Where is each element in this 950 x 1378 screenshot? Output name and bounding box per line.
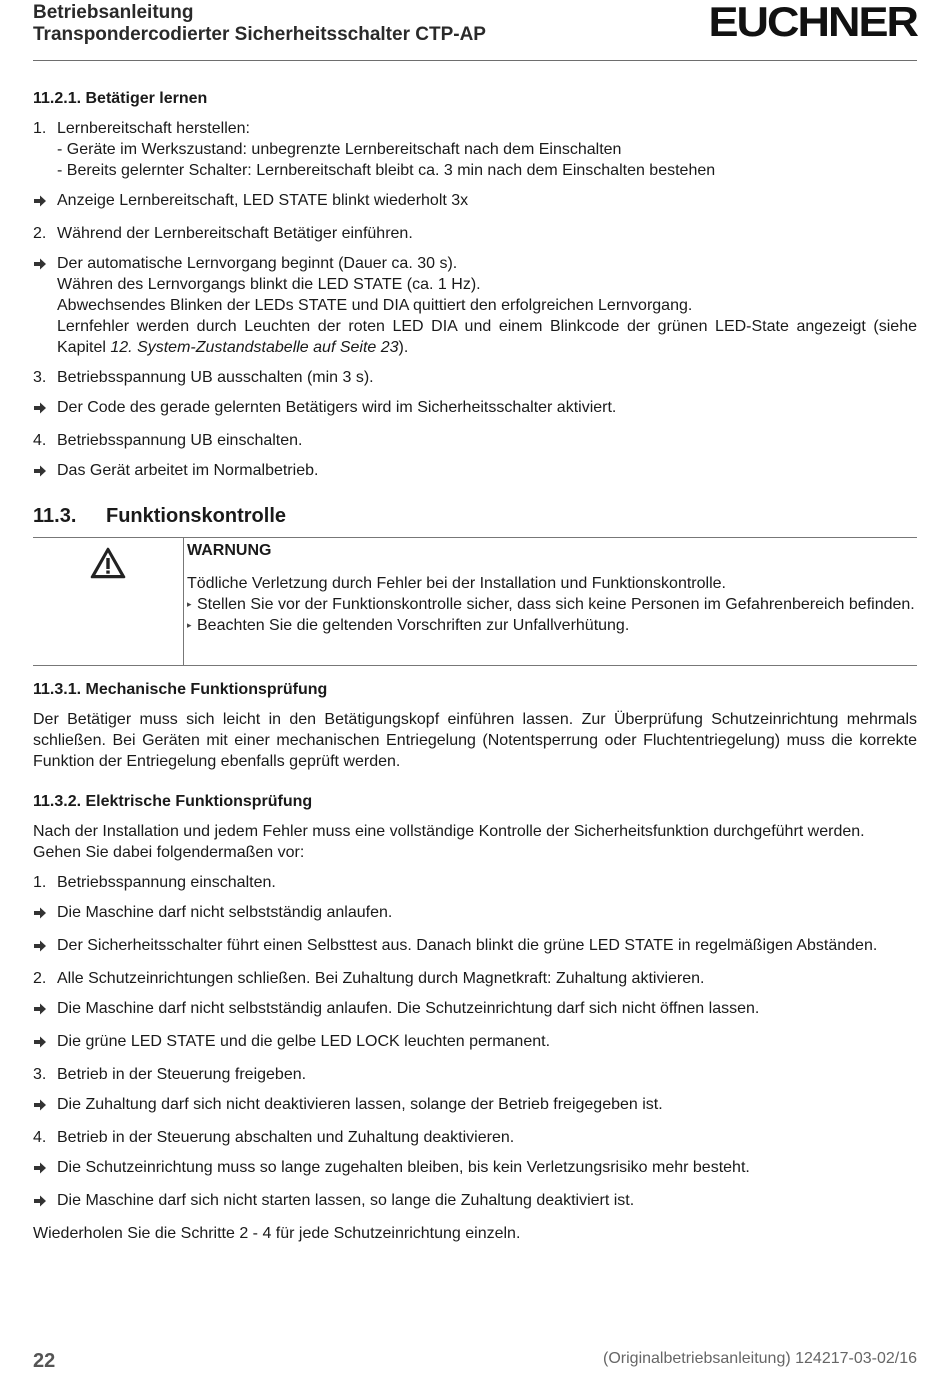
warning-bullet-item [187,615,917,636]
step-item [33,118,917,181]
item-main-text: Während der Lernbereitschaft Betätiger einführen. [57,225,413,242]
item-sub-text: - Geräte im Werkszustand: unbegrenzte Lernbereitschaft nach dem Einschalten [57,141,622,158]
page-number: 22 [33,1350,56,1372]
arrow-right-icon [33,1094,57,1118]
document-title: Betriebsanleitung [33,2,194,23]
step-item [33,872,917,893]
warning-box [33,537,917,666]
item-main-text: Die Maschine darf sich nicht starten lassen, so lange die Zuhaltung deaktiviert ist. [57,1192,635,1209]
item-main-text: Die Zuhaltung darf sich nicht deaktivieren lassen, solange der Betrieb freigegeben ist. [57,1096,663,1113]
step-number: 4. [33,432,47,449]
item-main-text: Betriebsspannung UB ausschalten (min 3 s). [57,369,374,386]
section-title: Funktionskontrolle [106,505,286,527]
result-item [33,1031,917,1055]
warning-triangle-icon [90,547,126,579]
step-number: 4. [33,1129,47,1146]
item-text [57,902,917,926]
item-main-text: Betrieb in der Steuerung abschalten und Zuhaltung deaktivieren. [57,1129,515,1146]
step-number: 3. [33,1066,47,1083]
item-main-text: Die Maschine darf nicht selbstständig anlaufen. [57,904,393,921]
item-main-text: Betriebsspannung einschalten. [57,874,276,891]
section-heading-11-3-1: 11.3.1. Mechanische Funktionsprüfung [33,681,328,698]
arrow-right-icon [33,1190,57,1214]
item-main-text: Betriebsspannung UB einschalten. [57,432,303,449]
result-item [33,1094,917,1118]
warning-bullet-text: Stellen Sie vor der Funktionskontrolle sicher, dass sich keine Personen im Gefahrenbereich befinden. [197,596,915,613]
page-body [33,88,917,1253]
arrow-right-icon [33,998,57,1022]
item-main-text: Anzeige Lernbereitschaft, LED STATE blinkt wiederholt 3x [57,192,469,209]
section-heading-11-2-1: 11.2.1. Betätiger lernen [33,90,208,107]
item-main-text: Betrieb in der Steuerung freigeben. [57,1066,307,1083]
warning-icon-cell [33,538,184,665]
item-text [57,430,917,451]
arrow-right-icon [33,1031,57,1055]
result-item [33,1190,917,1214]
section-heading-11-3-2: 11.3.2. Elektrische Funktionsprüfung [33,793,313,810]
warning-text: Tödliche Verletzung durch Fehler bei der Installation und Funktionskontrolle. [187,575,726,592]
chapter-link[interactable]: 12. System-Zustandstabelle auf Seite 23 [110,339,399,356]
electrical-test-intro: Nach der Installation und jedem Fehler muss eine vollständige Kontrolle der Sicherheitsfunktion durchgeführt werden. Gehen Sie dabei folgendermaßen vor: [33,823,865,861]
item-text [57,397,917,421]
item-text [57,118,917,181]
item-text [57,998,917,1022]
item-text [57,1031,917,1055]
arrow-right-icon [33,902,57,926]
item-text [57,935,917,959]
result-item [33,460,917,484]
reference-prefix: Lernfehler werden durch Leuchten der roten LED DIA und einem Blinkcode der grünen LED-State angezeigt (siehe Kapitel [57,318,917,356]
item-main-text: Lernbereitschaft herstellen: [57,120,250,137]
mechanical-test-paragraph: Der Betätiger muss sich leicht in den Betätigungskopf einführen lassen. Zur Überprüfung Schutzeinrichtung mehrmals schließen. Bei Geräten mit einer mechanischen Entriegelung (Notentsperrung oder Fluchtentriegelung) muss die korrekte Funktion der Entriegelung ebenfalls geprüft werden. [33,711,917,770]
warning-heading: WARNUNG [187,542,272,559]
arrow-right-icon [33,253,57,358]
item-text [57,367,917,388]
item-sub-text: Abwechsendes Blinken der LEDs STATE und DIA quittiert den erfolgreichen Lernvorgang. [57,297,693,314]
item-text [57,968,917,989]
procedure-list-learn [33,118,917,484]
item-sub-text: - Bereits gelernter Schalter: Lernbereitschaft bleibt ca. 3 min nach dem Einschalten bestehen [57,162,716,179]
product-title: Transpondercodierter Sicherheitsschalter CTP-AP [33,24,486,45]
arrow-right-icon [33,397,57,421]
item-text [57,1127,917,1148]
step-item [33,367,917,388]
step-item [33,968,917,989]
item-sub-text: Währen des Lernvorgangs blinkt die LED STATE (ca. 1 Hz). [57,276,481,293]
result-item [33,1157,917,1181]
reference-suffix: ). [398,339,409,356]
item-text [57,190,917,214]
step-item [33,1064,917,1085]
step-number: 1. [33,874,47,891]
euchner-logo: EUCHNER [708,0,917,46]
step-number: 2. [33,225,47,242]
arrow-right-icon [33,190,57,214]
bullet-triangle-icon: ▸ [187,620,192,630]
result-item [33,902,917,926]
page-header [33,0,917,61]
item-text [57,460,917,484]
item-main-text: Der Sicherheitsschalter führt einen Selbsttest aus. Danach blinkt die grüne LED STATE in regelmäßigen Abständen. [57,937,878,954]
item-text [57,1064,917,1085]
item-text [57,253,917,358]
item-reference-text [57,316,917,358]
document-reference: (Originalbetriebsanleitung) 124217-03-02/16 [603,1350,917,1367]
result-item [33,998,917,1022]
arrow-right-icon [33,460,57,484]
item-main-text: Die Maschine darf nicht selbstständig anlaufen. Die Schutzeinrichtung darf sich nicht öffnen lassen. [57,1000,760,1017]
procedure-list-electrical [33,872,917,1214]
arrow-right-icon [33,935,57,959]
item-main-text: Die grüne LED STATE und die gelbe LED LOCK leuchten permanent. [57,1033,551,1050]
step-number: 1. [33,120,47,137]
item-text [57,223,917,244]
item-main-text: Der automatische Lernvorgang beginnt (Dauer ca. 30 s). [57,255,458,272]
step-number: 2. [33,970,47,987]
warning-bullets [187,594,917,636]
result-item [33,935,917,959]
arrow-right-icon [33,1157,57,1181]
warning-bullet-text: Beachten Sie die geltenden Vorschriften zur Unfallverhütung. [197,617,630,634]
item-main-text: Die Schutzeinrichtung muss so lange zugehalten bleiben, bis kein Verletzungsrisiko mehr besteht. [57,1159,750,1176]
warning-content [184,538,917,665]
result-item [33,397,917,421]
step-number: 3. [33,369,47,386]
step-item [33,223,917,244]
section-number: 11.3. [33,505,77,527]
bullet-triangle-icon: ▸ [187,599,192,609]
item-text [57,1190,917,1214]
warning-bullet-item [187,594,917,615]
item-main-text: Alle Schutzeinrichtungen schließen. Bei Zuhaltung durch Magnetkraft: Zuhaltung aktivieren. [57,970,705,987]
closing-paragraph: Wiederholen Sie die Schritte 2 - 4 für jede Schutzeinrichtung einzeln. [33,1225,521,1242]
result-item [33,190,917,214]
section-heading-11-3 [33,506,917,527]
step-item [33,1127,917,1148]
item-text [57,872,917,893]
step-item [33,430,917,451]
item-main-text: Das Gerät arbeitet im Normalbetrieb. [57,462,319,479]
result-item [33,253,917,358]
item-text [57,1157,917,1181]
item-main-text: Der Code des gerade gelernten Betätigers wird im Sicherheitsschalter aktiviert. [57,399,617,416]
item-text [57,1094,917,1118]
